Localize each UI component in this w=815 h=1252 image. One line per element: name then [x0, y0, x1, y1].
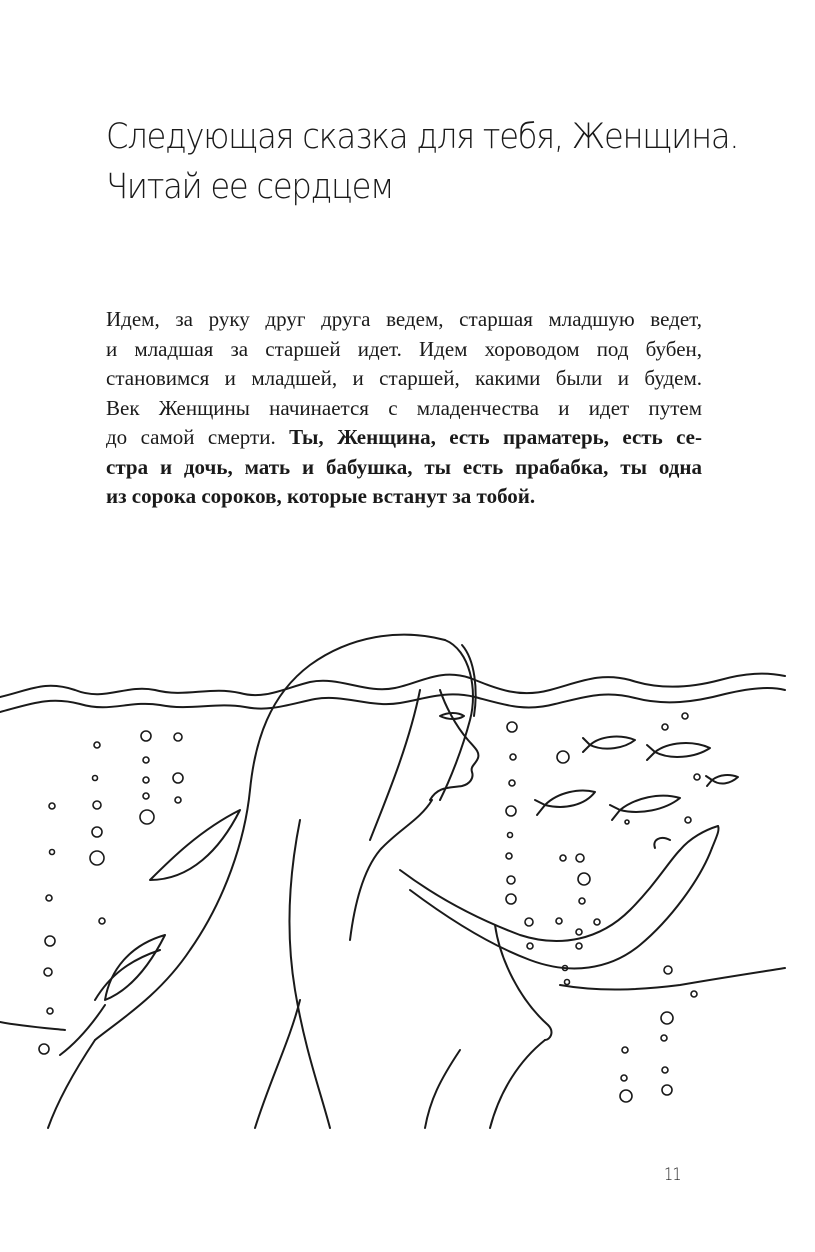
body-line-5: [106, 423, 702, 453]
fish-school: [535, 737, 738, 820]
page-title: [106, 112, 739, 212]
title-line-2: Читай ее сердцем: [106, 167, 394, 207]
body-paragraph: [106, 305, 702, 512]
fish-icon: [610, 796, 680, 820]
body-line-7-bold: из сорока сороков, которые встанут за тобой.: [106, 484, 536, 508]
fish-icon: [535, 791, 595, 815]
fish-icon: [706, 775, 738, 786]
body-line-6: [106, 453, 702, 483]
fish-icon: [647, 743, 710, 760]
water-surface-waves: [0, 674, 785, 712]
body-line-4: Век Женщины начинается с младенчества и идет путем: [106, 395, 702, 420]
bubbles: [39, 713, 700, 1102]
body-line-3: становимся и младшей, и старшей, какими были и будем.: [106, 366, 702, 390]
body-line-5-bold: Ты, Женщина, есть праматерь, есть се-: [289, 425, 702, 449]
body-line-1: Идем, за руку друг друга ведем, старшая младшую ведет,: [106, 307, 702, 331]
mermaid-illustration: [0, 610, 815, 1140]
page-number: 11: [664, 1165, 681, 1185]
fish-icon: [583, 737, 635, 752]
body-line-7: [106, 482, 702, 512]
mermaid-figure: [48, 635, 719, 1128]
lower-water-line-left: [0, 1022, 65, 1030]
body-line-2: и младшая за старшей идет. Идем хороводом под бубен,: [106, 336, 702, 361]
body-line-5-regular: до самой смерти.: [106, 425, 290, 449]
title-line-1: Следующая сказка для тебя, Женщина.: [106, 117, 739, 157]
body-line-6-bold: стра и дочь, мать и бабушка, ты есть прабабка, ты одна: [106, 454, 702, 479]
